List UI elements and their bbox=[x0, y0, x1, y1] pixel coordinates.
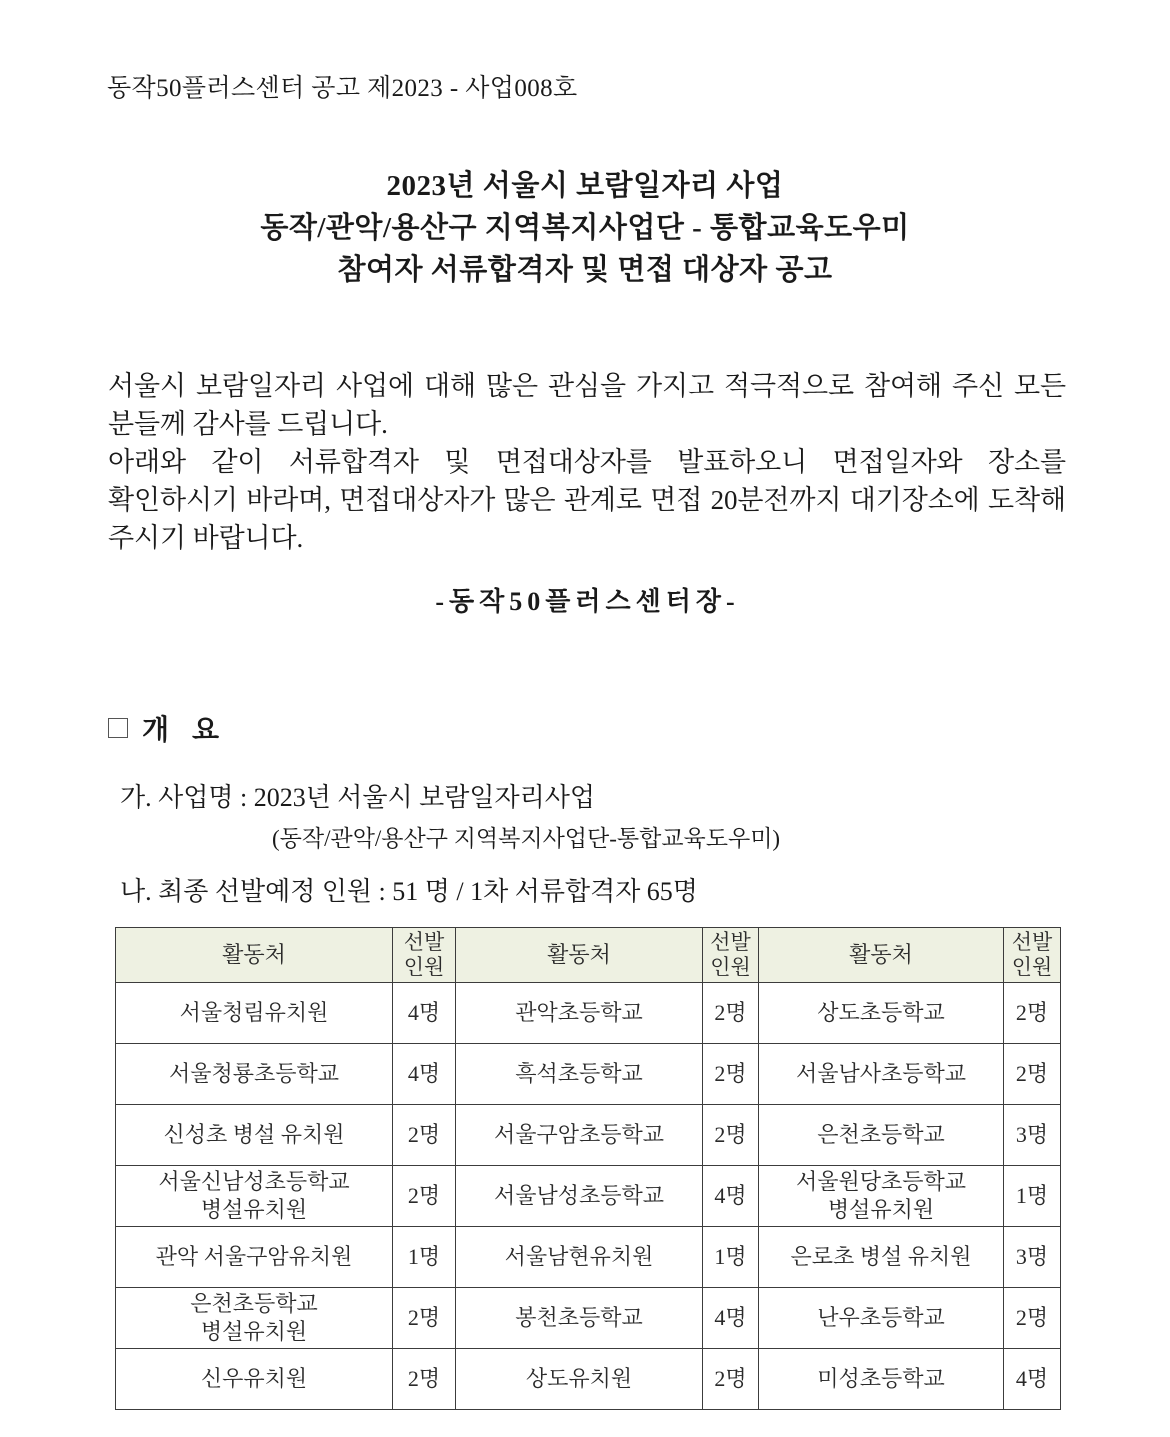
square-bullet-icon bbox=[108, 718, 128, 738]
outline-item-a-label: 가. 사업명 : 2023년 서울시 보람일자리사업 bbox=[120, 783, 595, 812]
table-row bbox=[116, 1288, 1061, 1349]
cell-count-3: 2명 bbox=[1004, 1288, 1061, 1349]
table-row bbox=[116, 1044, 1061, 1105]
table-row bbox=[116, 1166, 1061, 1227]
cell-count-2: 4명 bbox=[703, 1166, 759, 1227]
cell-count-3: 2명 bbox=[1004, 983, 1061, 1044]
cell-count-1: 2명 bbox=[393, 1288, 456, 1349]
title-line-2: 동작/관악/용산구 지역복지사업단 - 통합교육도우미 bbox=[260, 212, 910, 244]
header-count-3-line1: 선발 bbox=[1011, 930, 1053, 954]
cell-count-1: 2명 bbox=[393, 1105, 456, 1166]
header-org-3: 활동처 bbox=[759, 928, 1004, 983]
cell-count-3: 3명 bbox=[1004, 1105, 1061, 1166]
title-line-1: 2023년 서울시 보람일자리 사업 bbox=[386, 170, 784, 202]
cell-count-3: 2명 bbox=[1004, 1044, 1061, 1105]
cell-org-3: 서울원당초등학교 병설유치원 bbox=[759, 1166, 1004, 1227]
cell-org-3: 상도초등학교 bbox=[759, 983, 1004, 1044]
cell-org-2: 상도유치원 bbox=[456, 1349, 703, 1410]
table-row bbox=[116, 983, 1061, 1044]
cell-org-1: 서울청룡초등학교 bbox=[116, 1044, 393, 1105]
document-number: 동작50플러스센터 공고 제2023 - 사업008호 bbox=[107, 75, 578, 102]
section-heading-overview bbox=[108, 708, 227, 748]
cell-org-2: 서울남현유치원 bbox=[456, 1227, 703, 1288]
header-count-3-line2: 인원 bbox=[1011, 955, 1053, 979]
cell-count-2: 2명 bbox=[703, 1105, 759, 1166]
cell-count-2: 2명 bbox=[703, 1044, 759, 1105]
cell-count-3: 1명 bbox=[1004, 1166, 1061, 1227]
signature-line: -동작50플러스센터장- bbox=[435, 587, 740, 616]
title-line-3: 참여자 서류합격자 및 면접 대상자 공고 bbox=[337, 254, 833, 286]
table-row bbox=[116, 1227, 1061, 1288]
cell-count-3: 4명 bbox=[1004, 1349, 1061, 1410]
outline-item-a bbox=[120, 780, 780, 857]
header-count-1 bbox=[393, 928, 456, 983]
cell-org-2: 서울구암초등학교 bbox=[456, 1105, 703, 1166]
header-count-3 bbox=[1004, 928, 1061, 983]
cell-org-1: 은천초등학교 병설유치원 bbox=[116, 1288, 393, 1349]
cell-count-1: 2명 bbox=[393, 1166, 456, 1227]
cell-org-1: 신성초 병설 유치원 bbox=[116, 1105, 393, 1166]
cell-count-2: 2명 bbox=[703, 983, 759, 1044]
cell-count-2: 1명 bbox=[703, 1227, 759, 1288]
cell-org-3: 은로초 병설 유치원 bbox=[759, 1227, 1004, 1288]
cell-count-1: 1명 bbox=[393, 1227, 456, 1288]
cell-count-1: 4명 bbox=[393, 983, 456, 1044]
cell-org-3: 미성초등학교 bbox=[759, 1349, 1004, 1410]
header-count-1-line1: 선발 bbox=[403, 930, 445, 954]
table-header-row bbox=[116, 928, 1061, 983]
cell-org-1: 서울신남성초등학교 병설유치원 bbox=[116, 1166, 393, 1227]
cell-org-2: 봉천초등학교 bbox=[456, 1288, 703, 1349]
cell-org-2: 흑석초등학교 bbox=[456, 1044, 703, 1105]
outline-item-a-sub: (동작/관악/용산구 지역복지사업단-통합교육도우미) bbox=[272, 826, 781, 851]
cell-org-1: 관악 서울구암유치원 bbox=[116, 1227, 393, 1288]
cell-org-2: 서울남성초등학교 bbox=[456, 1166, 703, 1227]
header-count-2-line2: 인원 bbox=[710, 955, 751, 979]
intro-paragraph-2: 아래와 같이 서류합격자 및 면접대상자를 발표하오니 면접일자와 장소를 확인하시기 바라며, 면접대상자가 많은 관계로 면접 20분전까지 대기장소에 도착해 주시기 바랍니다. bbox=[108, 447, 1066, 553]
table-body bbox=[116, 983, 1061, 1410]
cell-org-1: 서울청림유치원 bbox=[116, 983, 393, 1044]
intro-paragraphs bbox=[108, 367, 1066, 557]
cell-count-1: 4명 bbox=[393, 1044, 456, 1105]
table-row bbox=[116, 1349, 1061, 1410]
header-count-2 bbox=[703, 928, 759, 983]
outline-item-b bbox=[120, 871, 698, 908]
cell-count-2: 4명 bbox=[703, 1288, 759, 1349]
header-count-2-line1: 선발 bbox=[710, 930, 751, 954]
header-count-1-line2: 인원 bbox=[403, 955, 445, 979]
cell-count-2: 2명 bbox=[703, 1349, 759, 1410]
cell-org-3: 서울남사초등학교 bbox=[759, 1044, 1004, 1105]
intro-paragraph-1: 서울시 보람일자리 사업에 대해 많은 관심을 가지고 적극적으로 참여해 주신 모든 분들께 감사를 드립니다. bbox=[108, 371, 1066, 439]
cell-count-3: 3명 bbox=[1004, 1227, 1061, 1288]
header-org-1: 활동처 bbox=[116, 928, 393, 983]
section-heading-label: 개 요 bbox=[142, 715, 228, 746]
table-row bbox=[116, 1105, 1061, 1166]
outline-item-b-label: 나. 최종 선발예정 인원 : 51 명 / 1차 서류합격자 65명 bbox=[120, 877, 698, 906]
cell-count-1: 2명 bbox=[393, 1349, 456, 1410]
organization-quota-table bbox=[115, 927, 1061, 1410]
document-title bbox=[0, 165, 1170, 291]
cell-org-3: 난우초등학교 bbox=[759, 1288, 1004, 1349]
cell-org-2: 관악초등학교 bbox=[456, 983, 703, 1044]
header-org-2: 활동처 bbox=[456, 928, 703, 983]
cell-org-3: 은천초등학교 bbox=[759, 1105, 1004, 1166]
cell-org-1: 신우유치원 bbox=[116, 1349, 393, 1410]
